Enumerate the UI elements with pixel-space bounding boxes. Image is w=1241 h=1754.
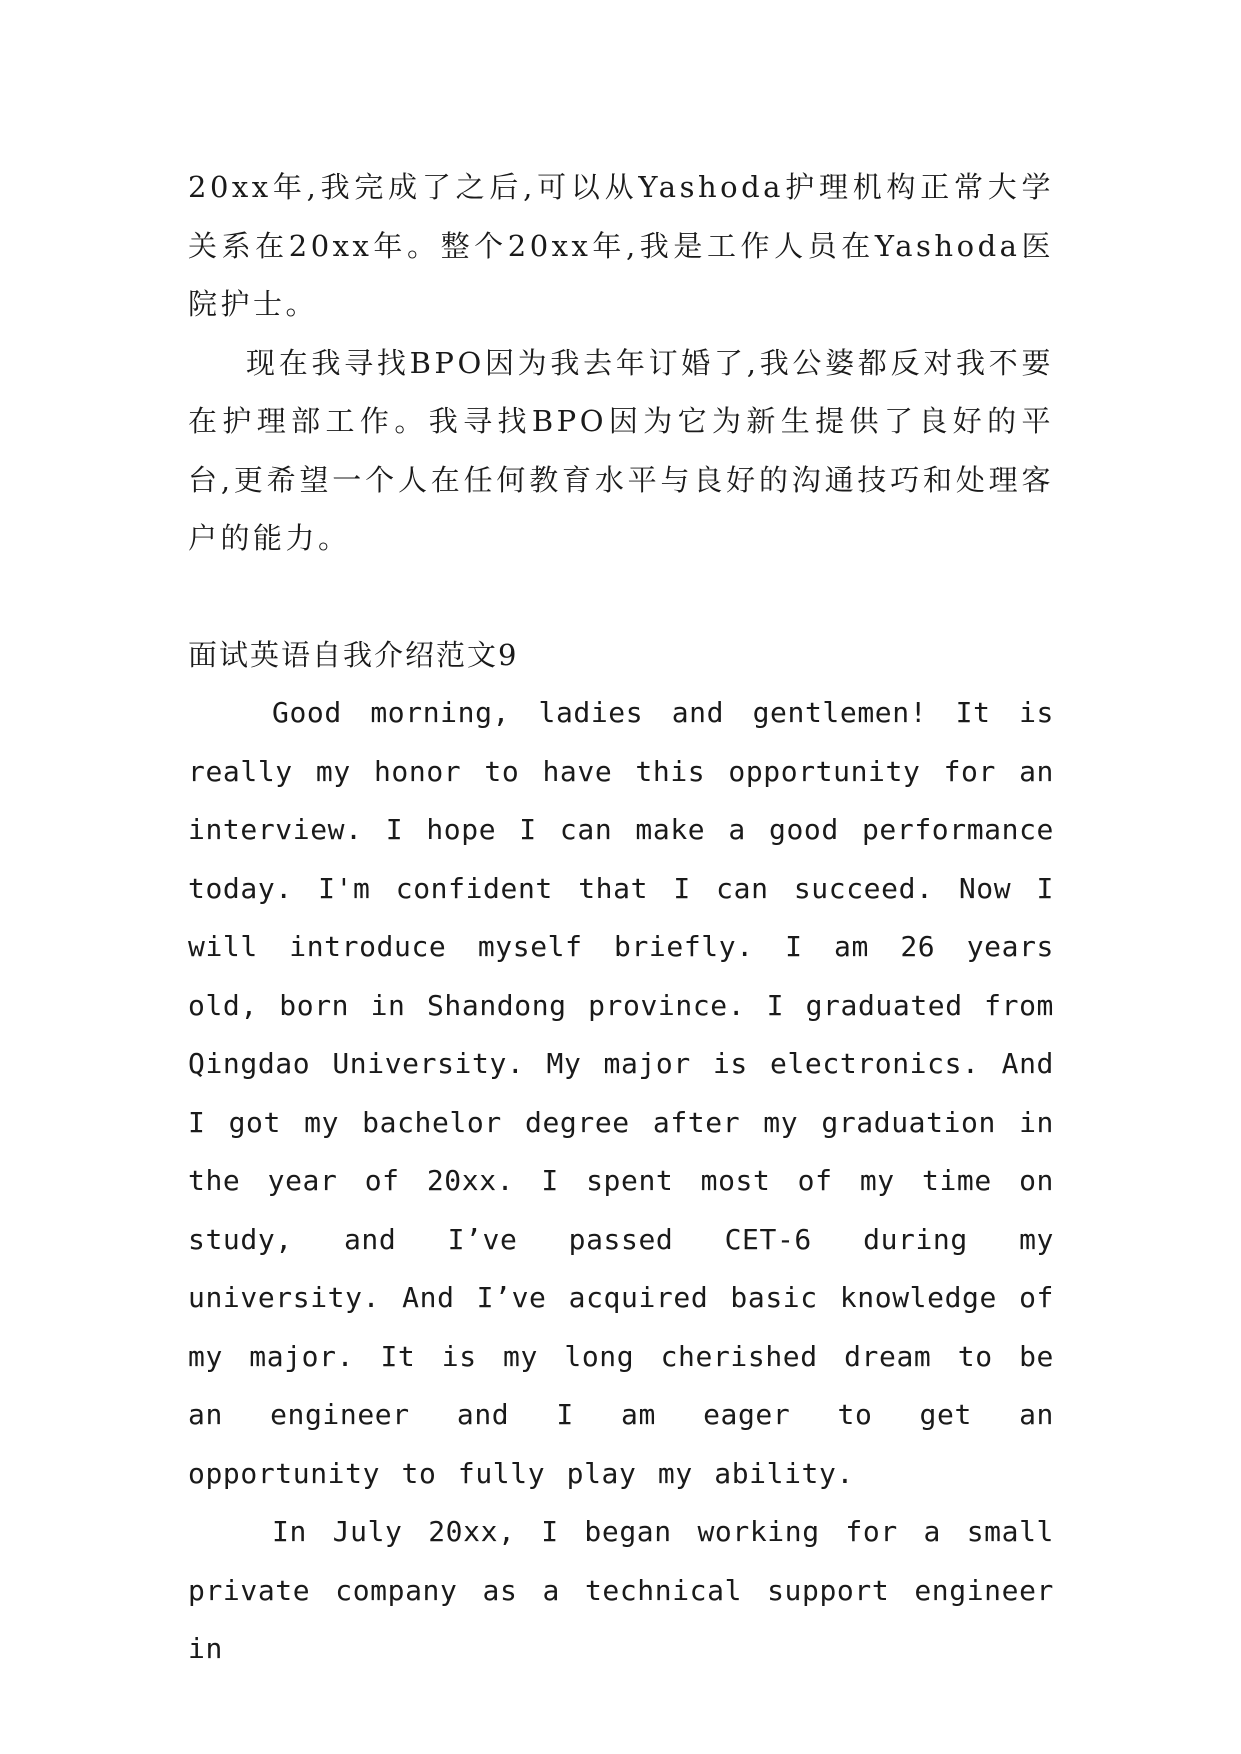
paragraph-self-introduction: Good morning, ladies and gentlemen! It is really my honor to have this opportunity for an interview. I hope I can make a good performance today. I'm confident that I can succeed. Now I will introduce myself briefly. I am 26 years old, born in Shandong province. I graduated from Qingdao University. My major is electronics. And I got my bachelor degree after my graduation in the year of 20xx. I spent most of my time on study, and I’ve passed CET-6 during my university. And I’ve acquired basic knowledge of my major. It is my long cherished dream to be an engineer and I am eager to get an opportunity to fully play my ability. xyxy=(188,696,1054,1490)
paragraph-work-experience: In July 20xx, I began working for a small private company as a technical support engineer in xyxy=(188,1515,1054,1665)
paragraph-bpo-reason: 现在我寻找BPO因为我去年订婚了,我公婆都反对我不要在护理部工作。我寻找BPO因为它为新生提供了良好的平台,更希望一个人在任何教育水平与良好的沟通技巧和处理客户的能力。 xyxy=(188,345,1054,555)
paragraph-nursing-background: 20xx年,我完成了之后,可以从Yashoda护理机构正常大学关系在20xx年。整个20xx年,我是工作人员在Yashoda医院护士。 xyxy=(188,170,1054,321)
document-body xyxy=(188,158,1054,1679)
section-heading: 面试英语自我介绍范文9 xyxy=(188,637,519,672)
